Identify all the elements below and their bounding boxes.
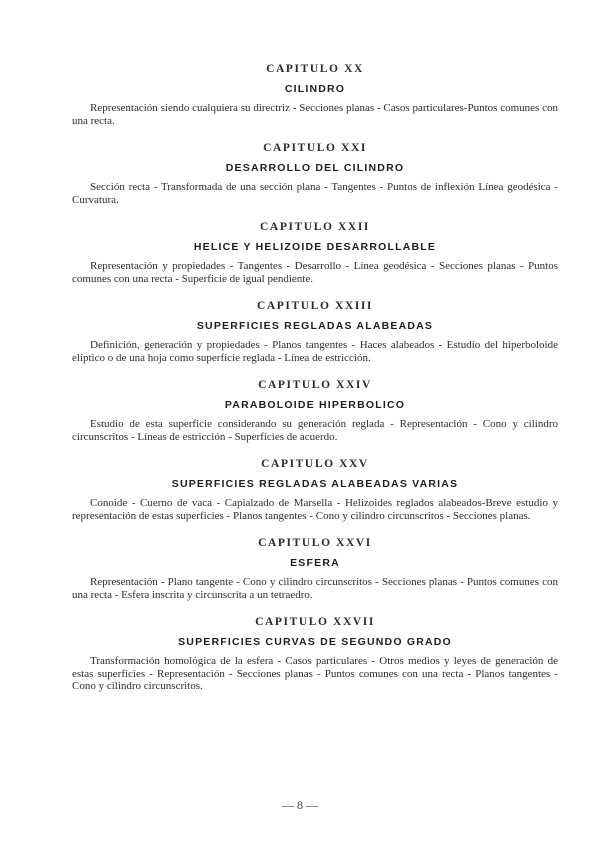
chapter-xxv	[72, 457, 558, 522]
page-content	[72, 62, 558, 707]
chapter-description: Definición, generación y propiedades - Planos tangentes - Haces alabeados - Estudio del hiperboloide elíptico o de una hoja como superficie reglada - Línea de estricción.	[72, 339, 558, 364]
chapter-title: DESARROLLO DEL CILINDRO	[225, 162, 405, 174]
chapter-xxvii	[72, 615, 558, 693]
chapter-title: ESFERA	[290, 557, 340, 569]
chapter-title: PARABOLOIDE HIPERBOLICO	[224, 399, 406, 411]
chapter-description: Representación - Plano tangente - Cono y cilindro circunscritos - Secciones planas - Puntos comunes con una recta - Esfera inscrita y circunscrita a un tetraedro.	[72, 576, 558, 601]
chapter-xxvi	[72, 536, 558, 601]
page-number: — 8 —	[282, 798, 318, 812]
chapter-number: CAPITULO XXIV	[258, 379, 372, 391]
chapter-number: CAPITULO XXV	[261, 458, 369, 470]
chapter-xxi	[72, 141, 558, 206]
chapter-title: SUPERFICIES CURVAS DE SEGUNDO GRADO	[178, 636, 452, 648]
chapter-title: HELICE Y HELIZOIDE DESARROLLABLE	[193, 241, 437, 253]
chapter-number: CAPITULO XXVII	[255, 616, 375, 628]
chapter-xxiv	[72, 378, 558, 443]
chapter-xxii	[72, 220, 558, 285]
chapter-number: CAPITULO XXVI	[258, 537, 372, 549]
chapter-number: CAPITULO XXII	[260, 221, 370, 233]
chapter-xxiii	[72, 299, 558, 364]
chapter-title: SUPERFICIES REGLADAS ALABEADAS	[196, 320, 434, 332]
chapter-description: Estudio de esta superficie considerando su generación reglada - Representación - Cono y cilindro circunscritos - Líneas de estricción - Superficies de acuerdo.	[72, 418, 558, 443]
chapter-number: CAPITULO XX	[266, 63, 364, 75]
chapter-number: CAPITULO XXI	[263, 142, 367, 154]
chapter-title: CILINDRO	[284, 83, 346, 95]
chapter-description: Conoide - Cuerno de vaca - Capialzado de Marsella - Helizoides reglados alabeados-Breve estudio y representación de estas superficies - Planos tangentes - Cono y cilindro circunscritos - Secciones planas.	[72, 497, 558, 522]
chapter-number: CAPITULO XXIII	[256, 300, 373, 312]
chapter-title: SUPERFICIES REGLADAS ALABEADAS VARIAS	[171, 478, 459, 490]
chapter-xx	[72, 62, 558, 127]
chapter-description: Representación y propiedades - Tangentes - Desarrollo - Línea geodésica - Secciones planas - Puntos comunes con una recta - Superficie de igual pendiente.	[72, 260, 558, 285]
chapter-description: Sección recta - Transformada de una sección plana - Tangentes - Puntos de inflexión Línea geodésica - Curvatura.	[72, 181, 558, 206]
chapter-description: Transformación homológica de la esfera - Casos particulares - Otros medios y leyes de generación de estas superficies - Representación - Secciones planas - Puntos comunes con una recta - Planos tangentes - Cono y cilindro circunscritos.	[72, 655, 558, 692]
chapter-description: Representación siendo cualquiera su directriz - Secciones planas - Casos particulares-Puntos comunes con una recta.	[72, 102, 558, 127]
